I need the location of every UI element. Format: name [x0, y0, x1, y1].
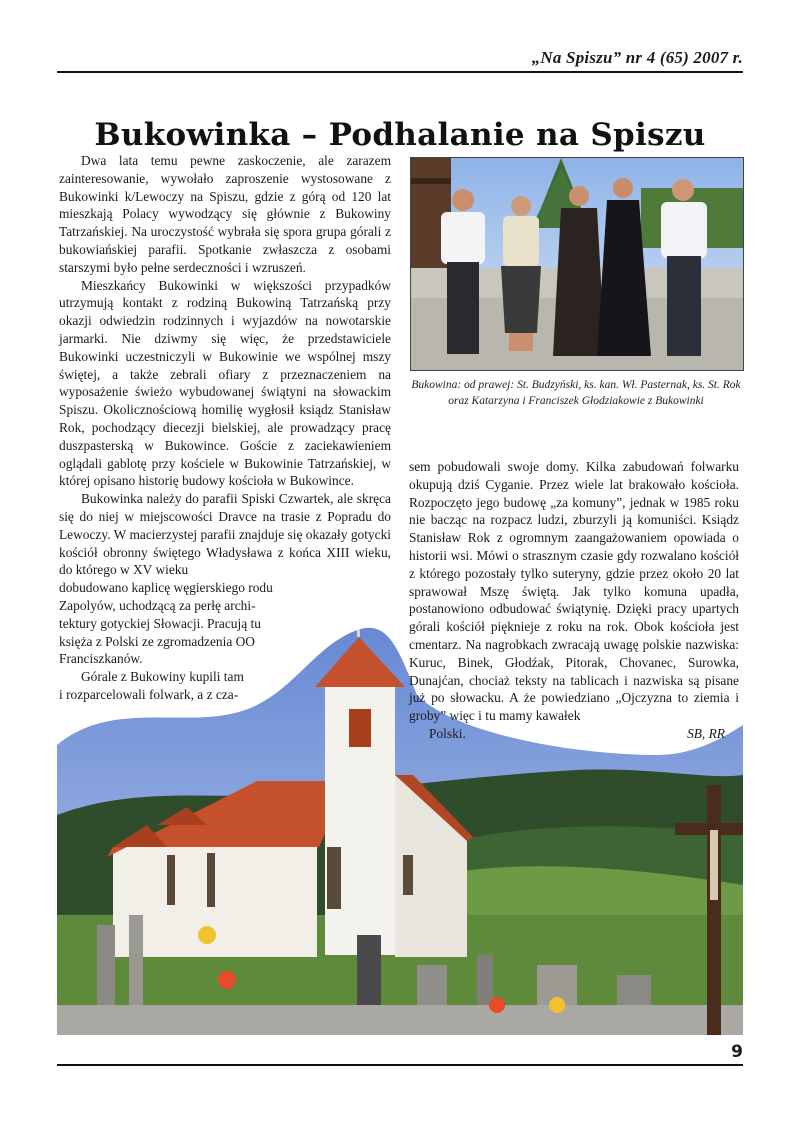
footer-rule [57, 1064, 743, 1066]
page-number: 9 [731, 1042, 743, 1062]
paragraph-4: Górale z Bukowiny kupili tam [81, 669, 244, 685]
right-column [409, 458, 739, 743]
paragraph-3-narrow-line: Franciszkanów. [59, 651, 143, 667]
signature: SB, RR [687, 725, 725, 741]
paragraph-4-line: i rozparcelowali folwark, a z cza- [59, 686, 239, 702]
article-title: Bukowinka – Podhalanie na Spiszu [94, 116, 706, 153]
paragraph-3-narrow-line: tektury gotyckiej Słowacji. Pracują tu [59, 615, 261, 631]
paragraph-3-narrow-line: Zapolyów, uchodzącą za perłę archi- [59, 597, 256, 613]
right-paragraph: sem pobudowali swoje domy. Kilka zabudowań folwarku okupują dziś Cyganie. Przez wiele lat brakowało kościoła. Rozpoczęto jego budowę „za komuny”, jednak w 1985 roku nie bacząc na rozpacz ludzi, zburzyli ją komuniści. Ksiądz Stanisław Rok z ogromnym zaangażowaniem opowiada o historii wsi. Mówi o strasznym czasie gdy rozwalano kościół z którego pozostały tylko suteryny, gdzie przez około 20 lat sprawował Mszę świętą. Jak tylko komuna upadła, postanowiono odbudować świątynię. Dzięki pracy upartych górali kościół pięknieje z roku na rok. Obok kościoła jest cmentarz. Na nagrobkach zwracają uwagę polskie nazwiska: Kuruc, Binek, Głodźak, Pitorak, Chovanec, Surowka, Dunajćan, chociaż teksty na tablicach i nazwiska są pisane już po słowacku. A że powiedziano „Ojczyzna to ziemia i groby” więc i tu mamy kawałek [409, 459, 739, 724]
right-last-line [409, 725, 739, 743]
right-last-word: Polski. [429, 725, 466, 741]
photo-caption: Bukowina: od prawej: St. Budzyński, ks. kan. Wł. Pasternak, ks. St. Rok oraz Katarzyna i Franciszek Głodziakowie z Bukowinki [411, 379, 741, 407]
group-photo [410, 157, 744, 371]
paragraph-2: Mieszkańcy Bukowinki w większości przypadków utrzymują kontakt z rodziną Bukowiną Tatrzańską przy okazji odwiedzin rodzinnych i wyjazdów na nowotarskie jarmarki. Nie dziwmy się więc, że przedstawiciele Bukowinki uczestniczyli w Bukowinie we wspólnej mszy świętej, a także zebrali ofiary z przeznaczeniem na wyposażenie świeżo wybudowanej świątyni na słowackim Spiszu. Okolicznościową homilię wygłosił ksiądz Stanisław Rok, pochodzący diecezji bielskiej, ale prowadzący pracę duszpasterską w Bukowince. Goście z zaciekawieniem oglądali gablotę przy kościele w Bukowinie Tatrzańskiej, w której opisano historię budowy kościoła w Bukowince. [59, 277, 391, 489]
group-photo-image [411, 158, 743, 370]
paragraph-3: Bukowinka należy do parafii Spiski Czwartek, ale skręca się do niej w miejscowości Dravce na trasie z Popradu do Lewoczy. W macierzystej parafii znajduje się okazały gotycki kościół obronny świętego Władysława z końca XIII wieku, do którego w XV wieku [59, 491, 391, 578]
left-column [59, 152, 391, 704]
paragraph-1: Dwa lata temu pewne zaskoczenie, ale zarazem zainteresowanie, wywołało zaproszenie wystosowane z Bukowinki k/Lewoczy na Spiszu, gdzie z górą od 120 lat mieszkają Polacy wywodzący się głównie z Bukowiny Tatrzańskiej. Na uroczystość wybrała się spora grupa górali z bukowiańskiej parafii. Spotkanie zwłaszcza z osobami starszymi było pełne serdeczności i wzruszeń. [59, 153, 391, 275]
header-rule [57, 71, 743, 73]
running-header: „Na Spiszu” nr 4 (65) 2007 r. [531, 48, 743, 67]
paragraph-3-narrow-line: dobudowano kaplicę węgierskiego rodu [59, 580, 273, 596]
paragraph-3-narrow-line: księża z Polski ze zgromadzenia OO [59, 633, 255, 649]
